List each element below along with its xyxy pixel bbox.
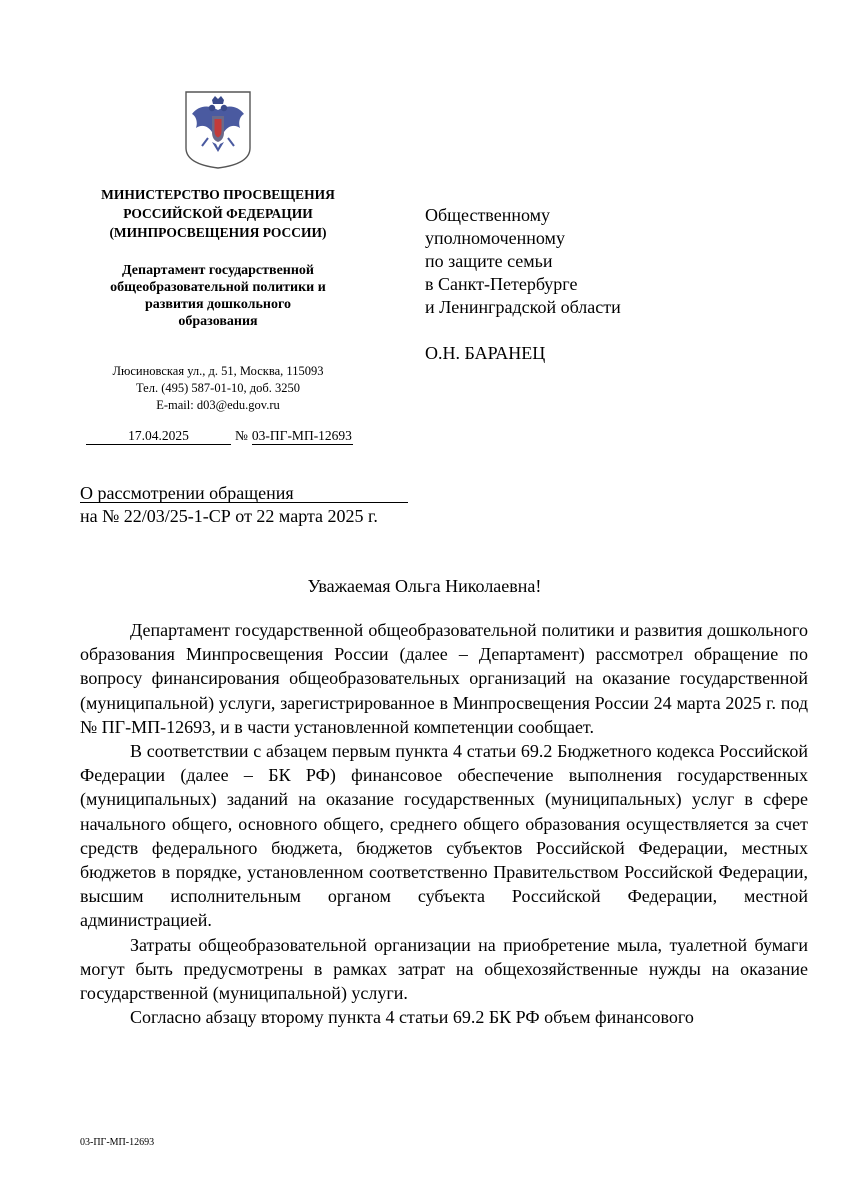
contact-block [80,363,356,414]
registration-number: 03-ПГ-МП-12693 [251,428,352,443]
addressee-line: и Ленинградской области [425,297,621,317]
ministry-line: МИНИСТЕРСТВО ПРОСВЕЩЕНИЯ [101,187,335,202]
address-line: Люсиновская ул., д. 51, Москва, 115093 [112,364,324,378]
department-line: развития дошкольного [145,297,291,312]
letter-subject [80,482,408,528]
department-line: образования [178,314,258,329]
addressee-line: в Санкт-Петербурге [425,274,578,294]
number-label: № [235,428,248,443]
subject-line-1: О рассмотрении обращения [80,484,408,503]
body-paragraph: Департамент государственной общеобразовательной политики и развития дошкольного образования Минпросвещения России (далее – Департамент) рассмотрел обращение по вопросу финансирования общеобразовательных организаций на оказание государственной (муниципальной) услуги, зарегистрированное в Минпросвещения России 24 марта 2025 г. под № ПГ-МП-12693, и в части установленной компетенции сообщает. [80,620,808,737]
addressee-line: уполномоченному [425,228,565,248]
addressee-line: Общественному [425,205,551,225]
ministry-name [80,185,356,242]
coat-of-arms-icon [182,88,254,170]
greeting: Уважаемая Ольга Николаевна! [307,576,542,596]
ministry-line: (МИНПРОСВЕЩЕНИЯ РОССИИ) [109,225,327,240]
body-paragraph: Согласно абзацу второму пункта 4 статьи 69.2 БК РФ объем финансового [130,1007,694,1028]
body-paragraph: Затраты общеобразовательной организации на приобретение мыла, туалетной бумаги могут быть предусмотрены в рамках затрат на общехозяйственные нужды на оказание государственной (муниципальной) услуги. [80,934,808,1004]
letter-body [80,618,808,1029]
addressee-block [425,204,805,365]
subject-line-2: на № 22/03/25-1-СР от 22 марта 2025 г. [80,506,378,526]
ministry-line: РОССИЙСКОЙ ФЕДЕРАЦИИ [123,206,313,221]
footer-doc-code: 03-ПГ-МП-12693 [80,1137,155,1148]
registration-date: 17.04.2025 [86,428,231,445]
addressee-name: О.Н. БАРАНЕЦ [425,343,546,363]
department-name [80,262,356,330]
department-line: Департамент государственной [121,263,314,278]
registration-line [86,428,353,445]
body-paragraph: В соответствии с абзацем первым пункта 4 статьи 69.2 Бюджетного кодекса Российской Федерации (далее – БК РФ) финансовое обеспечение выполнения государственных (муниципальных) заданий на оказание государственных (муниципальных) услуг в сфере начального общего, основного общего, среднего общего образования осуществляется за счет средств федерального бюджета, бюджетов субъектов Российской Федерации, местных бюджетов в порядке, установленном соответственно Правительством Российской Федерации, высшим исполнительным органом субъекта Российской Федерации, местной администрацией. [80,741,808,931]
email-line: E-mail: d03@edu.gov.ru [156,398,280,412]
department-line: общеобразовательной политики и [110,280,326,295]
addressee-line: по защите семьи [425,251,553,271]
phone-line: Тел. (495) 587-01-10, доб. 3250 [136,381,300,395]
